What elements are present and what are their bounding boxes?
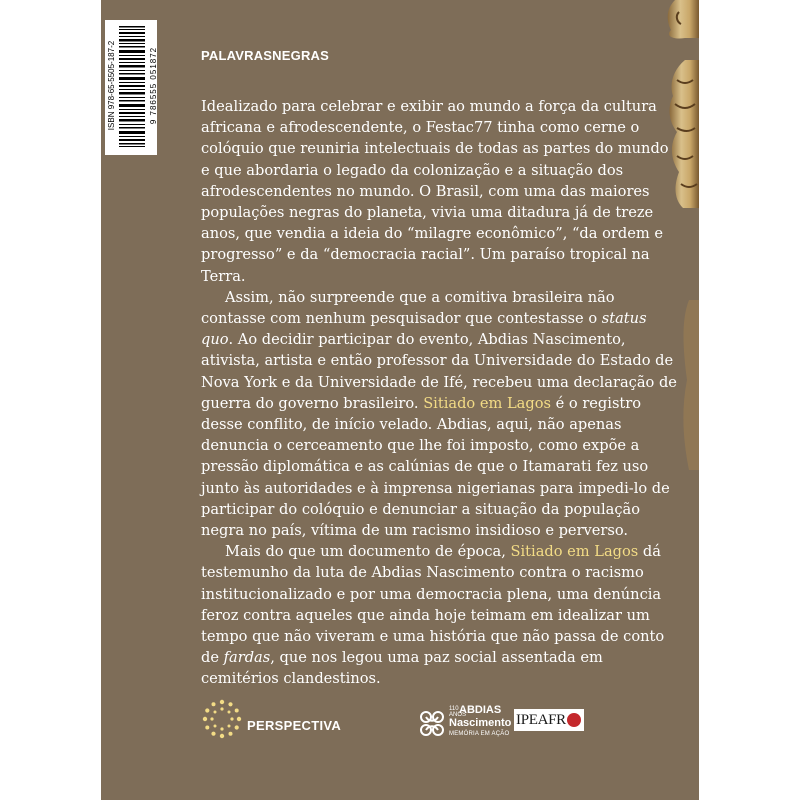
isbn-label: ISBN 978-65-5505-187-2	[107, 40, 116, 131]
perspectiva-sun-icon	[201, 698, 243, 740]
paragraph-1: Idealizado para celebrar e exibir ao mundo a força da cultura africana e afrodescendente, o Festac77 tinha como cerne o colóquio que reuniria intelectuais de todas as partes do mundo e que abordaria o legado da colonização e a situação dos afrodescendentes no mundo. O Brasil, com uma das maiores populações negras do planeta, vivia uma ditadura já de treze anos, que vendia a ideia do “milagre econômico”, “da ordem e progresso” e da “democracia racial”. Um paraíso tropical na Terra.	[201, 98, 669, 285]
abdias-anniversary: 110 ANOS	[449, 706, 467, 718]
paragraph-2-part-c: é o registro desse conflito, de início velado. Abdias, aqui, não apenas denuncia o cerceamento que lhe foi imposto, como expõe a pressão diplomática e as calúnias de que o Itamarati fez uso junto às autoridades e à imprensa nigerianas para impedi-lo de participar do colóquio e denunciar a situação da população negra no país, vítima de um racismo insidioso e perverso.	[201, 394, 670, 540]
book-title-highlight: Sitiado em Lagos	[423, 394, 551, 412]
isbn-barcode	[105, 20, 157, 155]
paragraph-3-part-c: , que nos legou uma paz social assentada em cemitérios clandestinos.	[201, 649, 603, 688]
paragraph-2	[201, 287, 681, 541]
ipeafro-wordmark: IPEAFR	[516, 711, 566, 728]
paragraph-3-part-b: dá testemunho da luta de Abdias Nascimento contra o racismo institucionalizado e por uma democracia plena, uma denúncia feroz contra aqueles que ainda hoje teimam em idealizar um tempo que não viveram e uma história que não passa de conto de	[201, 543, 665, 667]
nascimento-name: Nascimento	[449, 717, 512, 729]
ipeafro-logo	[514, 709, 584, 731]
back-cover	[101, 0, 699, 800]
back-cover-blurb	[201, 96, 681, 690]
status-quo-italic: status quo	[201, 310, 647, 349]
ipeafro-red-circle-icon	[567, 713, 581, 727]
publisher-logos	[101, 690, 699, 750]
abdias-emblem-icon	[417, 708, 447, 740]
fardas-italic: fardas	[223, 649, 271, 667]
publisher-name: PERSPECTIVA	[247, 718, 342, 733]
paragraph-3-part-a: Mais do que um documento de época,	[225, 543, 511, 561]
paragraph-2-part-b: . Ao decidir participar do evento, Abdias Nascimento, ativista, artista e então professor da Universidade do Estado de Nova York e da Universidade de Ifé, recebeu uma declaração de guerra do governo brasileiro.	[201, 331, 677, 412]
series-label: PALAVRASNEGRAS	[201, 48, 329, 63]
abdias-tagline: MEMÓRIA EM AÇÃO	[449, 731, 510, 737]
paragraph-2-part-a: Assim, não surpreende que a comitiva brasileira não contasse com nenhum pesquisador que contestasse o	[201, 288, 615, 328]
paragraph-3	[201, 541, 681, 689]
abdias-name: ABDIAS	[459, 704, 502, 716]
isbn-digits: 9 786555 051872	[149, 46, 158, 125]
book-title-highlight-2: Sitiado em Lagos	[510, 543, 639, 561]
